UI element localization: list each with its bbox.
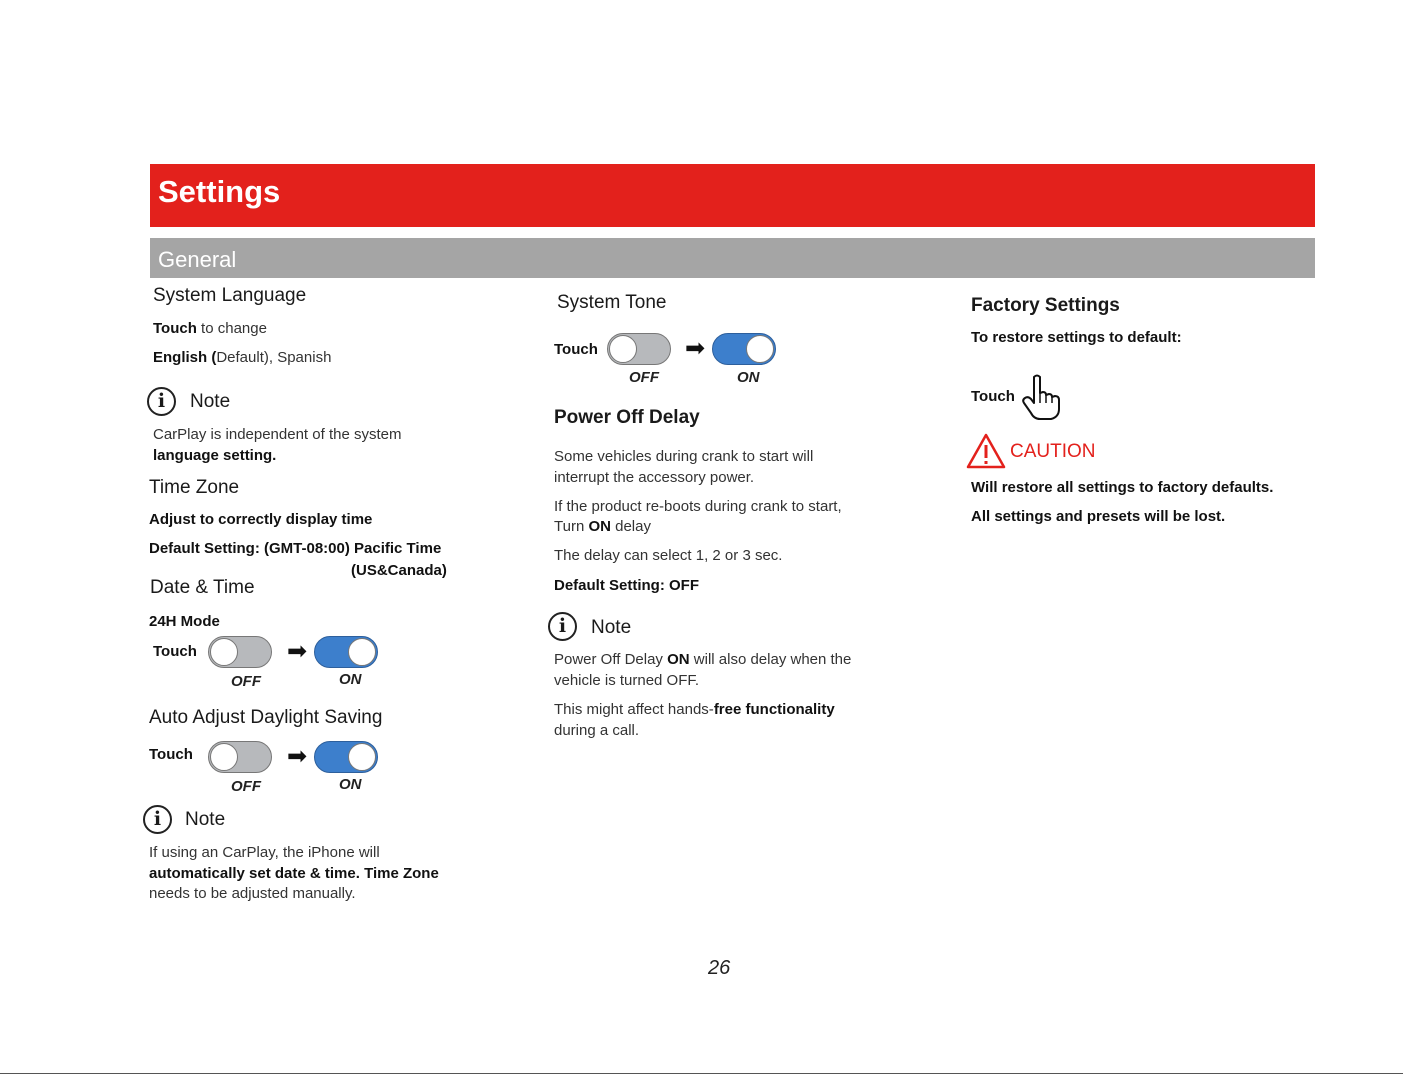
toggle-off-24h[interactable] — [208, 636, 272, 668]
off-label: OFF — [629, 369, 659, 386]
note-label: Note — [591, 617, 632, 638]
toggle-knob — [210, 638, 238, 666]
caution-line2: All settings and presets will be lost. — [971, 508, 1226, 525]
touch-rest: to change — [196, 320, 267, 337]
power-off-delay-heading: Power Off Delay — [554, 407, 700, 428]
touch-label: Touch — [149, 746, 193, 763]
note3-line1 — [554, 649, 851, 670]
note3-l3-bold: free functionality — [713, 701, 835, 718]
toggle-knob — [746, 335, 774, 363]
note-label: Note — [190, 391, 231, 412]
toggle-on-24h[interactable] — [314, 636, 378, 668]
note3-post: will also delay when the — [689, 651, 852, 668]
arrow-right-icon: ➡ — [287, 743, 308, 770]
toggle-off-daylight[interactable] — [208, 741, 272, 773]
language-options — [153, 347, 331, 368]
toggle-knob — [609, 335, 637, 363]
bottom-divider — [0, 1073, 1403, 1074]
warning-triangle-icon — [965, 432, 1007, 470]
note3-line3 — [554, 699, 835, 720]
system-tone-heading: System Tone — [557, 292, 667, 313]
page-title: Settings — [158, 174, 281, 209]
delay-word: delay — [610, 518, 651, 535]
info-icon: i — [548, 612, 577, 641]
toggle-on-daylight[interactable] — [314, 741, 378, 773]
toggle-on-tone[interactable] — [712, 333, 776, 365]
arrow-right-icon: ➡ — [287, 638, 308, 665]
factory-sub: To restore settings to default: — [971, 329, 1182, 346]
note3-on: ON — [667, 651, 690, 668]
touch-label: Touch — [554, 341, 598, 358]
language-english: English ( — [153, 349, 217, 366]
on-word: ON — [588, 518, 611, 535]
language-touch-line — [153, 318, 267, 339]
caution-line1: Will restore all settings to factory defaults. — [971, 479, 1274, 496]
note3-line4: during a call. — [554, 722, 640, 739]
time-zone-region: (US&Canada) — [351, 562, 447, 579]
power-p1a: Some vehicles during crank to start will — [554, 448, 814, 465]
touch-word: Touch — [153, 320, 197, 337]
note3-pre: Power Off Delay — [554, 651, 668, 668]
on-label: ON — [339, 671, 362, 688]
off-label: OFF — [231, 673, 261, 690]
power-p1b: interrupt the accessory power. — [554, 469, 755, 486]
time-zone-default: Default Setting: (GMT-08:00) Pacific Time — [149, 540, 442, 557]
page-number: 26 — [708, 957, 731, 979]
power-default: Default Setting: OFF — [554, 577, 699, 594]
time-zone-line1: Adjust to correctly display time — [149, 511, 373, 528]
on-label: ON — [339, 776, 362, 793]
turn-word: Turn — [554, 518, 589, 535]
touch-label: Touch — [971, 388, 1015, 405]
off-label: OFF — [231, 778, 261, 795]
note2-line1: If using an CarPlay, the iPhone will — [149, 844, 380, 861]
power-p2b — [554, 516, 651, 537]
note1-line2: language setting. — [153, 447, 277, 464]
touch-label: Touch — [153, 643, 197, 660]
toggle-knob — [348, 743, 376, 771]
arrow-right-icon: ➡ — [685, 335, 706, 362]
system-language-heading: System Language — [153, 285, 307, 306]
toggle-knob — [210, 743, 238, 771]
note3-l3-pre: This might affect hands- — [554, 701, 714, 718]
info-icon: i — [147, 387, 176, 416]
daylight-heading: Auto Adjust Daylight Saving — [149, 707, 383, 728]
section-title: General — [158, 247, 237, 272]
note-label: Note — [185, 809, 226, 830]
power-p2a: If the product re-boots during crank to start, — [554, 498, 842, 515]
pointing-hand-icon[interactable] — [1020, 373, 1062, 421]
toggle-knob — [348, 638, 376, 666]
note3-line2: vehicle is turned OFF. — [554, 672, 700, 689]
info-icon: i — [143, 805, 172, 834]
toggle-off-tone[interactable] — [607, 333, 671, 365]
power-p3: The delay can select 1, 2 or 3 sec. — [554, 547, 783, 564]
section-banner — [150, 238, 1315, 278]
title-banner — [150, 164, 1315, 227]
language-rest: Default), Spanish — [216, 349, 332, 366]
24h-mode-label: 24H Mode — [149, 613, 220, 630]
note2-line2: automatically set date & time. Time Zone — [149, 865, 439, 882]
note1-line1: CarPlay is independent of the system — [153, 426, 402, 443]
on-label: ON — [737, 369, 760, 386]
note2-line3: needs to be adjusted manually. — [149, 885, 356, 902]
caution-label: CAUTION — [1010, 441, 1096, 462]
factory-settings-heading: Factory Settings — [971, 295, 1120, 316]
date-time-heading: Date & Time — [150, 577, 255, 598]
time-zone-heading: Time Zone — [149, 477, 240, 498]
